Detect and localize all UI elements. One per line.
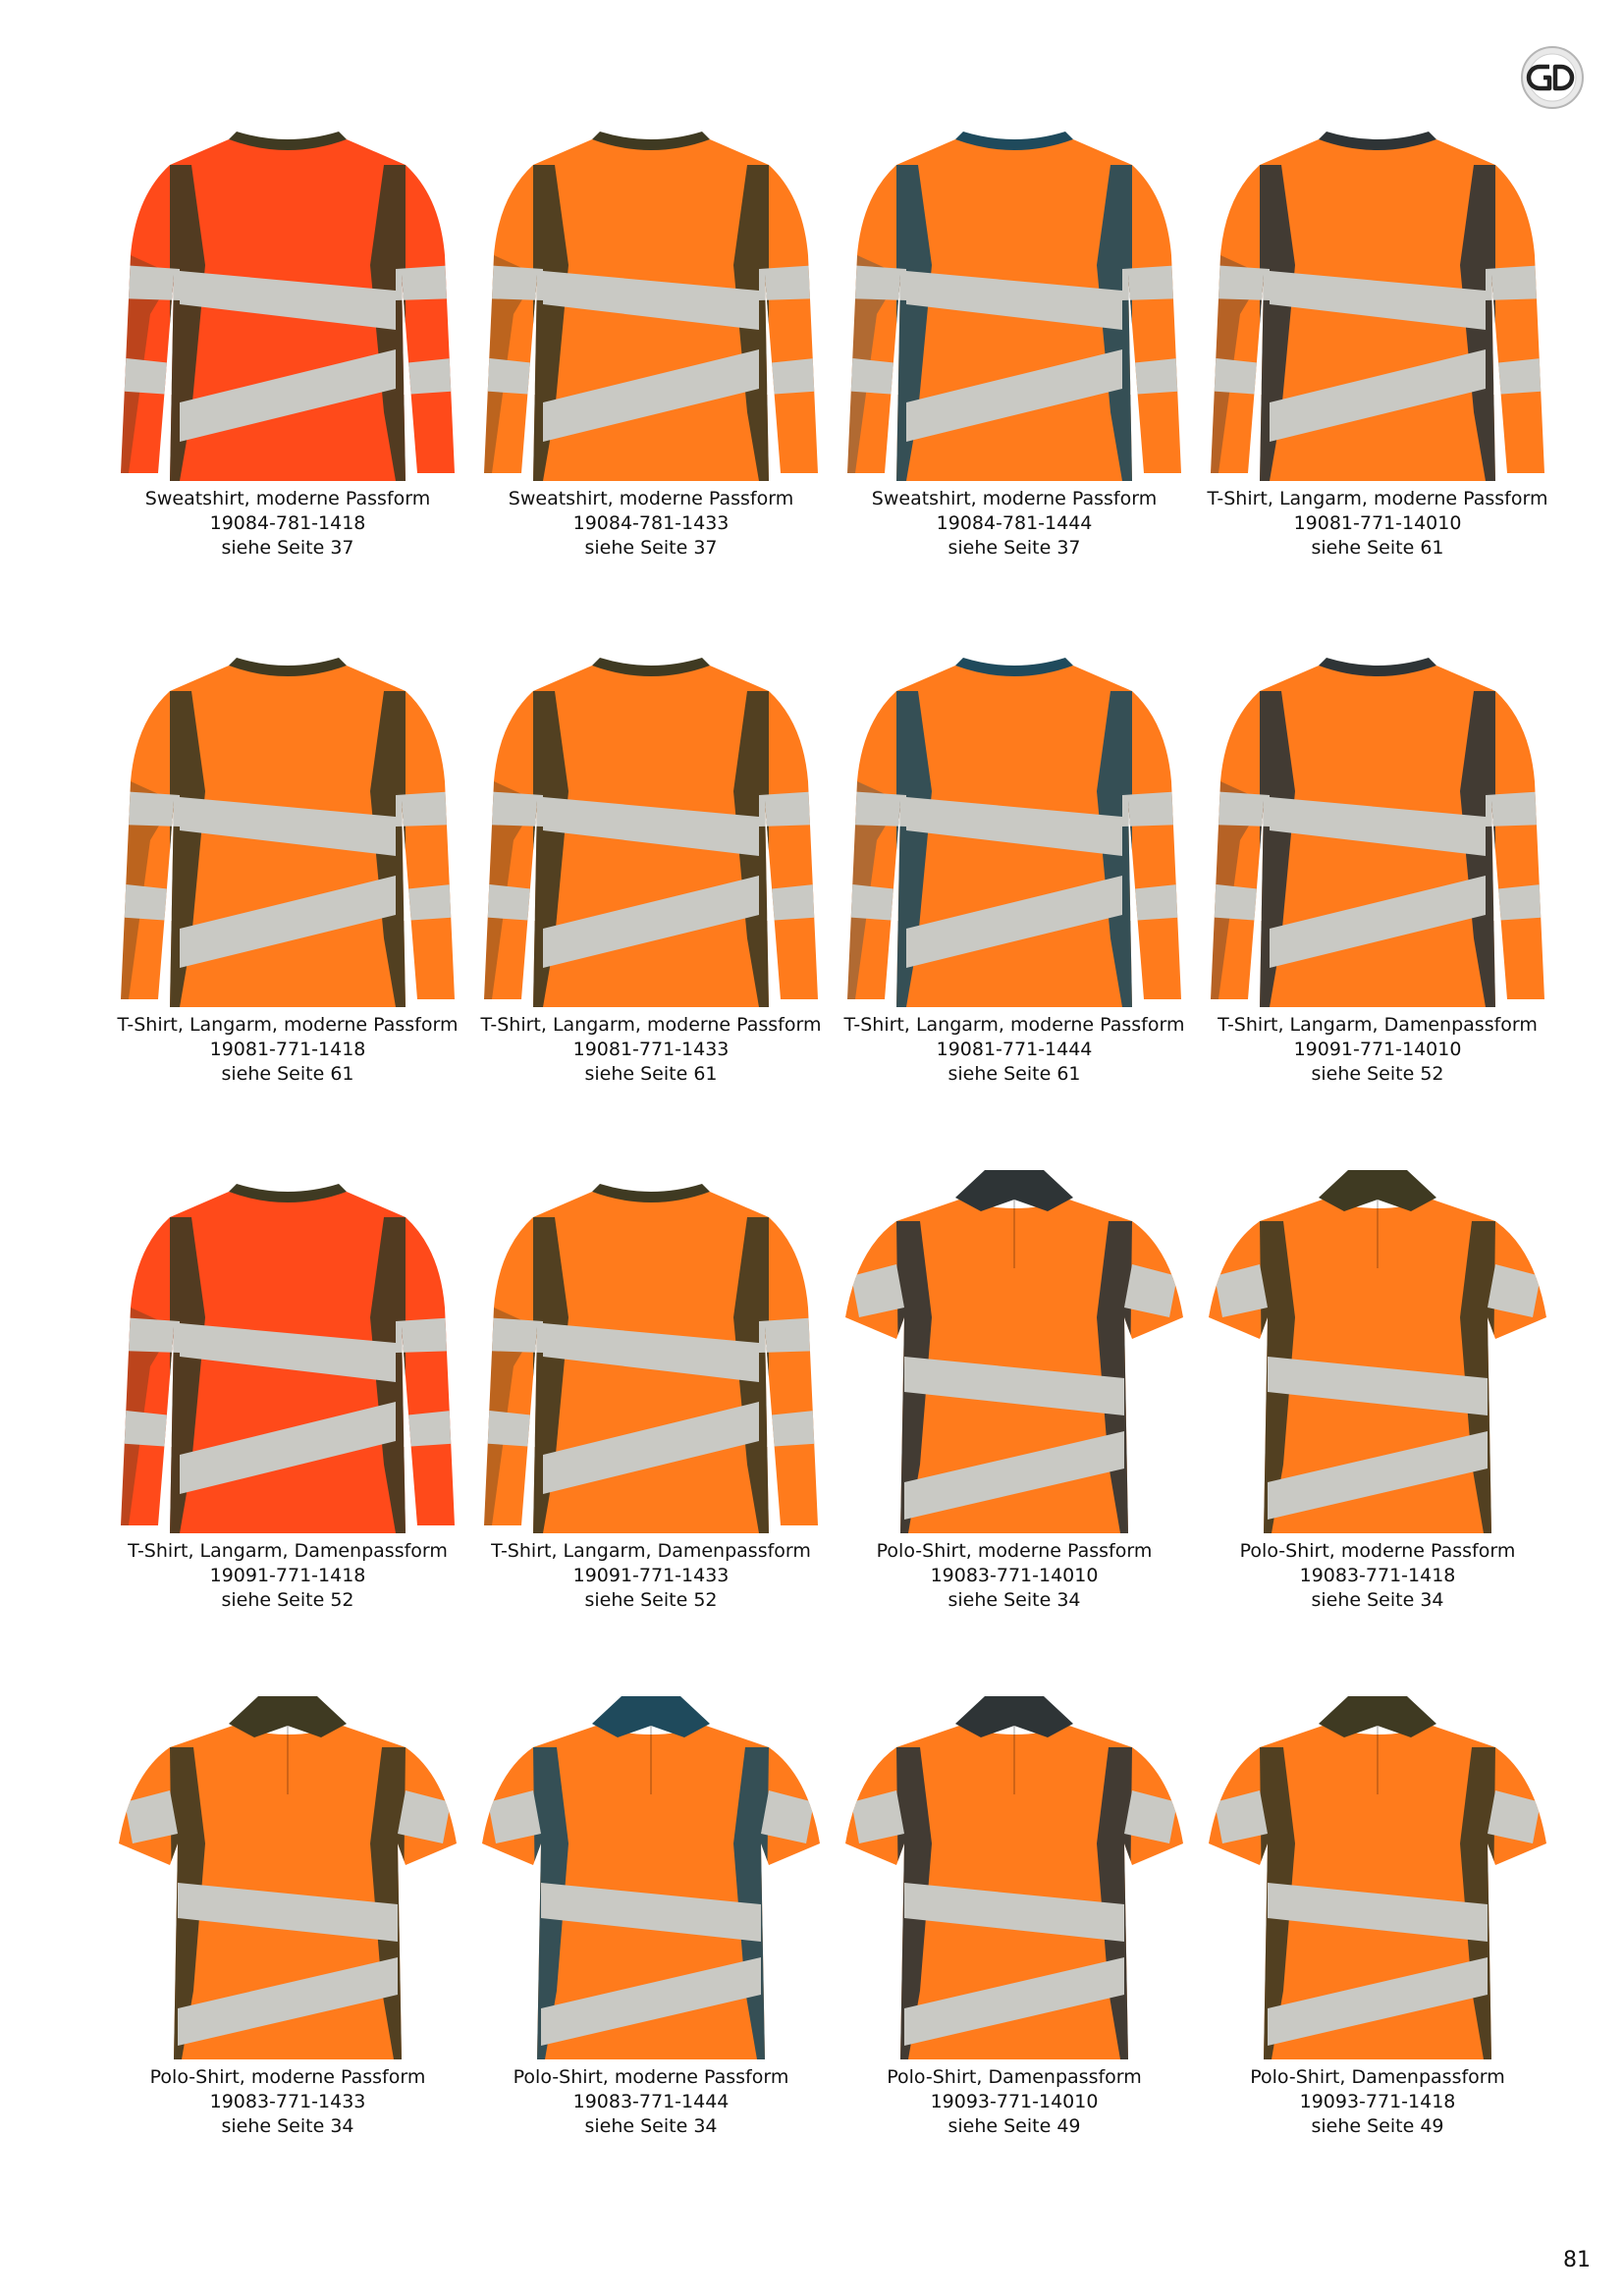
product-title: T-Shirt, Langarm, Damenpassform (128, 1540, 448, 1562)
product-title: Polo-Shirt, moderne Passform (1239, 1540, 1516, 1562)
product-item (833, 1170, 1196, 1696)
product-caption (106, 1539, 469, 1613)
long-sleeve-shirt-image (1201, 644, 1554, 1017)
polo-shirt-image (111, 1696, 464, 2069)
product-page-ref: siehe Seite 52 (1311, 1063, 1444, 1085)
product-caption (833, 487, 1196, 561)
product-title: T-Shirt, Langarm, moderne Passform (117, 1014, 459, 1036)
product-caption (1196, 487, 1559, 561)
product-code: 19081-771-1444 (936, 1039, 1093, 1060)
long-sleeve-shirt-image (474, 1170, 828, 1543)
product-caption (833, 1539, 1196, 1613)
product-page-ref: siehe Seite 34 (1311, 1589, 1444, 1611)
product-caption (469, 1539, 833, 1613)
product-caption (1196, 1539, 1559, 1613)
product-page-ref: siehe Seite 52 (221, 1589, 354, 1611)
product-caption (106, 2065, 469, 2139)
product-item (106, 1696, 469, 2222)
long-sleeve-shirt-image (111, 118, 464, 491)
product-title: T-Shirt, Langarm, Damenpassform (491, 1540, 811, 1562)
product-caption (106, 487, 469, 561)
product-item (106, 644, 469, 1170)
product-code: 19083-771-1433 (209, 2091, 366, 2112)
product-code: 19081-771-1418 (209, 1039, 366, 1060)
product-page-ref: siehe Seite 34 (947, 1589, 1081, 1611)
product-item (469, 1170, 833, 1696)
product-code: 19093-771-14010 (930, 2091, 1099, 2112)
product-item (106, 1170, 469, 1696)
product-item (106, 118, 469, 644)
product-title: Polo-Shirt, Damenpassform (887, 2066, 1142, 2088)
product-page-ref: siehe Seite 37 (221, 537, 354, 559)
product-grid (106, 118, 1559, 2222)
product-code: 19083-771-1444 (572, 2091, 730, 2112)
product-item (1196, 644, 1559, 1170)
product-page-ref: siehe Seite 37 (584, 537, 718, 559)
product-item (1196, 1696, 1559, 2222)
product-title: Polo-Shirt, Damenpassform (1250, 2066, 1505, 2088)
product-page-ref: siehe Seite 34 (221, 2115, 354, 2137)
product-page-ref: siehe Seite 49 (947, 2115, 1081, 2137)
product-page-ref: siehe Seite 61 (584, 1063, 718, 1085)
product-page-ref: siehe Seite 37 (947, 537, 1081, 559)
product-caption (833, 2065, 1196, 2139)
product-title: Sweatshirt, moderne Passform (871, 488, 1158, 509)
polo-shirt-image (1201, 1170, 1554, 1543)
product-page-ref: siehe Seite 61 (221, 1063, 354, 1085)
product-code: 19091-771-14010 (1293, 1039, 1462, 1060)
product-page-ref: siehe Seite 61 (947, 1063, 1081, 1085)
product-caption (1196, 2065, 1559, 2139)
product-code: 19081-771-1433 (572, 1039, 730, 1060)
page-number: 81 (1563, 2248, 1591, 2272)
long-sleeve-shirt-image (111, 1170, 464, 1543)
long-sleeve-shirt-image (838, 118, 1191, 491)
product-code: 19083-771-1418 (1299, 1565, 1456, 1586)
product-code: 19084-781-1418 (209, 512, 366, 534)
long-sleeve-shirt-image (474, 644, 828, 1017)
product-caption (469, 1013, 833, 1087)
product-code: 19083-771-14010 (930, 1565, 1099, 1586)
long-sleeve-shirt-image (838, 644, 1191, 1017)
long-sleeve-shirt-image (1201, 118, 1554, 491)
product-item (1196, 1170, 1559, 1696)
product-page-ref: siehe Seite 52 (584, 1589, 718, 1611)
product-item (833, 118, 1196, 644)
product-title: Polo-Shirt, moderne Passform (876, 1540, 1153, 1562)
product-title: Sweatshirt, moderne Passform (144, 488, 431, 509)
product-caption (469, 487, 833, 561)
product-title: T-Shirt, Langarm, moderne Passform (480, 1014, 822, 1036)
long-sleeve-shirt-image (474, 118, 828, 491)
long-sleeve-shirt-image (111, 644, 464, 1017)
product-page-ref: siehe Seite 34 (584, 2115, 718, 2137)
product-code: 19084-781-1433 (572, 512, 730, 534)
product-title: Polo-Shirt, moderne Passform (149, 2066, 426, 2088)
product-code: 19091-771-1433 (572, 1565, 730, 1586)
product-caption (833, 1013, 1196, 1087)
product-caption (469, 2065, 833, 2139)
product-code: 19093-771-1418 (1299, 2091, 1456, 2112)
product-page-ref: siehe Seite 49 (1311, 2115, 1444, 2137)
product-item (833, 644, 1196, 1170)
product-title: T-Shirt, Langarm, moderne Passform (1207, 488, 1548, 509)
polo-shirt-image (838, 1170, 1191, 1543)
product-item (469, 118, 833, 644)
product-title: T-Shirt, Langarm, Damenpassform (1218, 1014, 1538, 1036)
product-page-ref: siehe Seite 61 (1311, 537, 1444, 559)
polo-shirt-image (838, 1696, 1191, 2069)
product-code: 19091-771-1418 (209, 1565, 366, 1586)
product-item (833, 1696, 1196, 2222)
polo-shirt-image (1201, 1696, 1554, 2069)
product-title: Polo-Shirt, moderne Passform (513, 2066, 789, 2088)
product-caption (1196, 1013, 1559, 1087)
product-caption (106, 1013, 469, 1087)
product-code: 19084-781-1444 (936, 512, 1093, 534)
polo-shirt-image (474, 1696, 828, 2069)
product-title: T-Shirt, Langarm, moderne Passform (843, 1014, 1185, 1036)
product-item (469, 644, 833, 1170)
product-item (469, 1696, 833, 2222)
product-code: 19081-771-14010 (1293, 512, 1462, 534)
product-item (1196, 118, 1559, 644)
brand-logo-icon (1520, 45, 1585, 110)
product-title: Sweatshirt, moderne Passform (508, 488, 794, 509)
